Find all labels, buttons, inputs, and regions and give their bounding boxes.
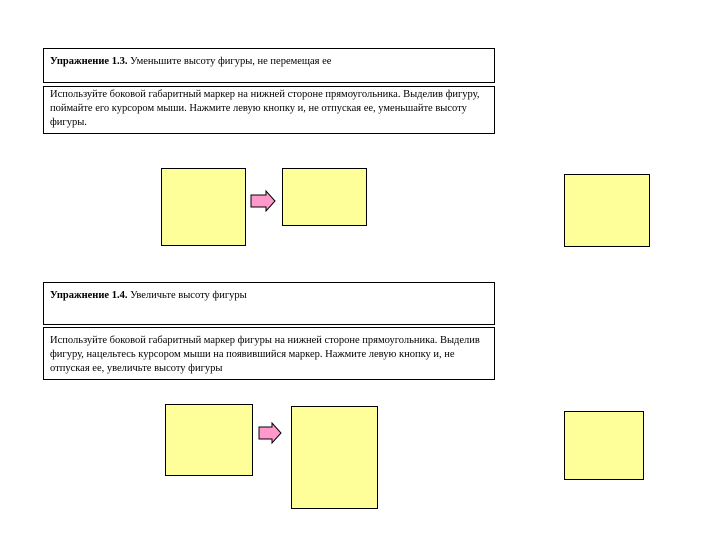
- exercise-1-4-target-rectangle[interactable]: [291, 406, 378, 509]
- exercise-1-3-title-box: [43, 48, 495, 83]
- exercise-1-4-instructions: Используйте боковой габаритный маркер фигуры на нижней стороне прямоугольника. Выделив фигуру, нацельтесь курсором мыши на появившийся маркер. Нажмите левую кнопку и, не отпуская ее, увеличьте высоту фигуры: [50, 335, 480, 374]
- exercise-1-4-title: Увеличьте высоту фигуры: [127, 290, 247, 301]
- exercise-1-4-number: Упражнение 1.4.: [50, 290, 128, 301]
- exercise-1-3-practice-rectangle[interactable]: [564, 174, 650, 247]
- exercise-1-3-arrow-icon: [250, 190, 276, 212]
- exercise-1-4-arrow-icon: [258, 422, 282, 444]
- exercise-1-4-instructions-box: [43, 327, 495, 380]
- exercise-1-3-target-rectangle[interactable]: [282, 168, 367, 226]
- exercise-1-3-instructions: Используйте боковой габаритный маркер на нижней стороне прямоугольника. Выделив фигуру, поймайте его курсором мыши. Нажмите левую кнопку и, не отпуская ее, уменьшайте высоту фигуры.: [50, 89, 480, 128]
- exercise-1-4-source-rectangle[interactable]: [165, 404, 253, 476]
- exercise-1-3-number: Упражнение 1.3.: [50, 56, 128, 67]
- exercise-1-4-practice-rectangle[interactable]: [564, 411, 644, 480]
- exercise-1-4-title-box: [43, 282, 495, 325]
- exercise-1-3-title: Уменьшите высоту фигуры, не перемещая ее: [127, 56, 332, 67]
- exercise-1-3-instructions-box: [43, 86, 495, 134]
- exercise-1-3-source-rectangle[interactable]: [161, 168, 246, 246]
